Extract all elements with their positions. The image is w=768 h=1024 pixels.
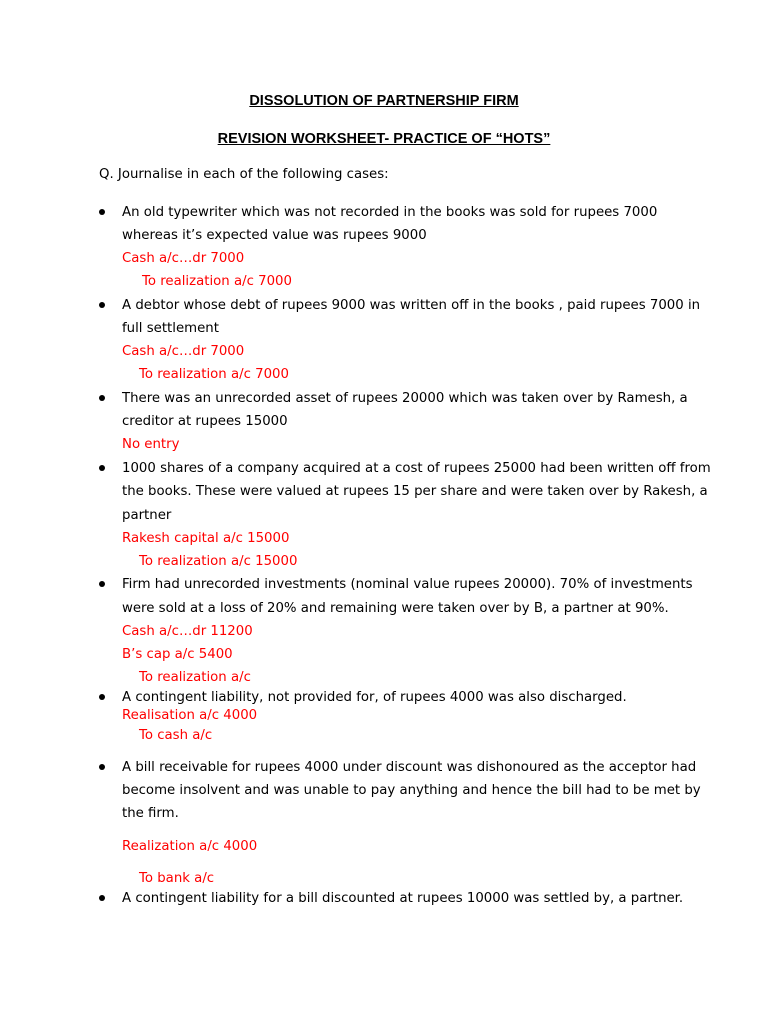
journal-entry-debit: Rakesh capital a/c 15000 xyxy=(122,531,290,546)
item-text-line: partner xyxy=(122,508,172,523)
item-text-line: whereas it’s expected value was rupees 9000 xyxy=(122,228,427,243)
item-text-line: There was an unrecorded asset of rupees 20000 which was taken over by Ramesh, a xyxy=(122,391,688,406)
item-text-line: the firm. xyxy=(122,806,179,821)
item-text-line: Firm had unrecorded investments (nominal value rupees 20000). 70% of investments xyxy=(122,577,693,592)
journal-entry-debit: B’s cap a/c 5400 xyxy=(122,647,233,662)
item-text-line: A contingent liability, not provided for, of rupees 4000 was also discharged. xyxy=(122,690,627,705)
journal-entry-debit: Realization a/c 4000 xyxy=(122,839,258,854)
item-text-line: 1000 shares of a company acquired at a cost of rupees 25000 had been written off from xyxy=(122,461,711,476)
bullet-icon xyxy=(99,694,105,700)
item-text-line: A bill receivable for rupees 4000 under discount was dishonoured as the acceptor had xyxy=(122,760,697,775)
bullet-icon xyxy=(99,581,105,587)
journal-entry-credit: To cash a/c xyxy=(139,728,213,743)
bullet-icon xyxy=(99,895,105,901)
journal-entry-debit: Realisation a/c 4000 xyxy=(122,708,258,723)
document-subtitle: REVISION WORKSHEET- PRACTICE OF “HOTS” xyxy=(217,131,551,147)
journal-entry-answer: No entry xyxy=(122,437,180,452)
item-text-line: the books. These were valued at rupees 15 per share and were taken over by Rakesh, a xyxy=(122,484,708,499)
item-text-line: full settlement xyxy=(122,321,219,336)
item-text-line: creditor at rupees 15000 xyxy=(122,414,288,429)
journal-entry-credit: To realization a/c 15000 xyxy=(139,554,298,569)
bullet-icon xyxy=(99,302,105,308)
journal-entry-credit: To realization a/c 7000 xyxy=(142,274,292,289)
item-text-line: A debtor whose debt of rupees 9000 was written off in the books , paid rupees 7000 in xyxy=(122,298,701,313)
journal-entry-debit: Cash a/c…dr 7000 xyxy=(122,344,245,359)
journal-entry-debit: Cash a/c…dr 11200 xyxy=(122,624,253,639)
item-text-line: become insolvent and was unable to pay anything and hence the bill had to be met by xyxy=(122,783,701,798)
bullet-icon xyxy=(99,465,105,471)
journal-entry-credit: To realization a/c 7000 xyxy=(139,367,289,382)
journal-entry-credit: To realization a/c xyxy=(139,670,251,685)
item-text-line: were sold at a loss of 20% and remaining were taken over by B, a partner at 90%. xyxy=(122,601,669,616)
question-text: Q. Journalise in each of the following cases: xyxy=(99,167,389,182)
journal-entry-credit: To bank a/c xyxy=(139,871,215,886)
bullet-icon xyxy=(99,395,105,401)
bullet-icon xyxy=(99,209,105,215)
item-text-line: An old typewriter which was not recorded in the books was sold for rupees 7000 xyxy=(122,205,658,220)
bullet-icon xyxy=(99,764,105,770)
document-title: DISSOLUTION OF PARTNERSHIP FIRM xyxy=(249,93,519,109)
item-text-line: A contingent liability for a bill discounted at rupees 10000 was settled by, a partner. xyxy=(122,891,684,906)
journal-entry-debit: Cash a/c…dr 7000 xyxy=(122,251,245,266)
